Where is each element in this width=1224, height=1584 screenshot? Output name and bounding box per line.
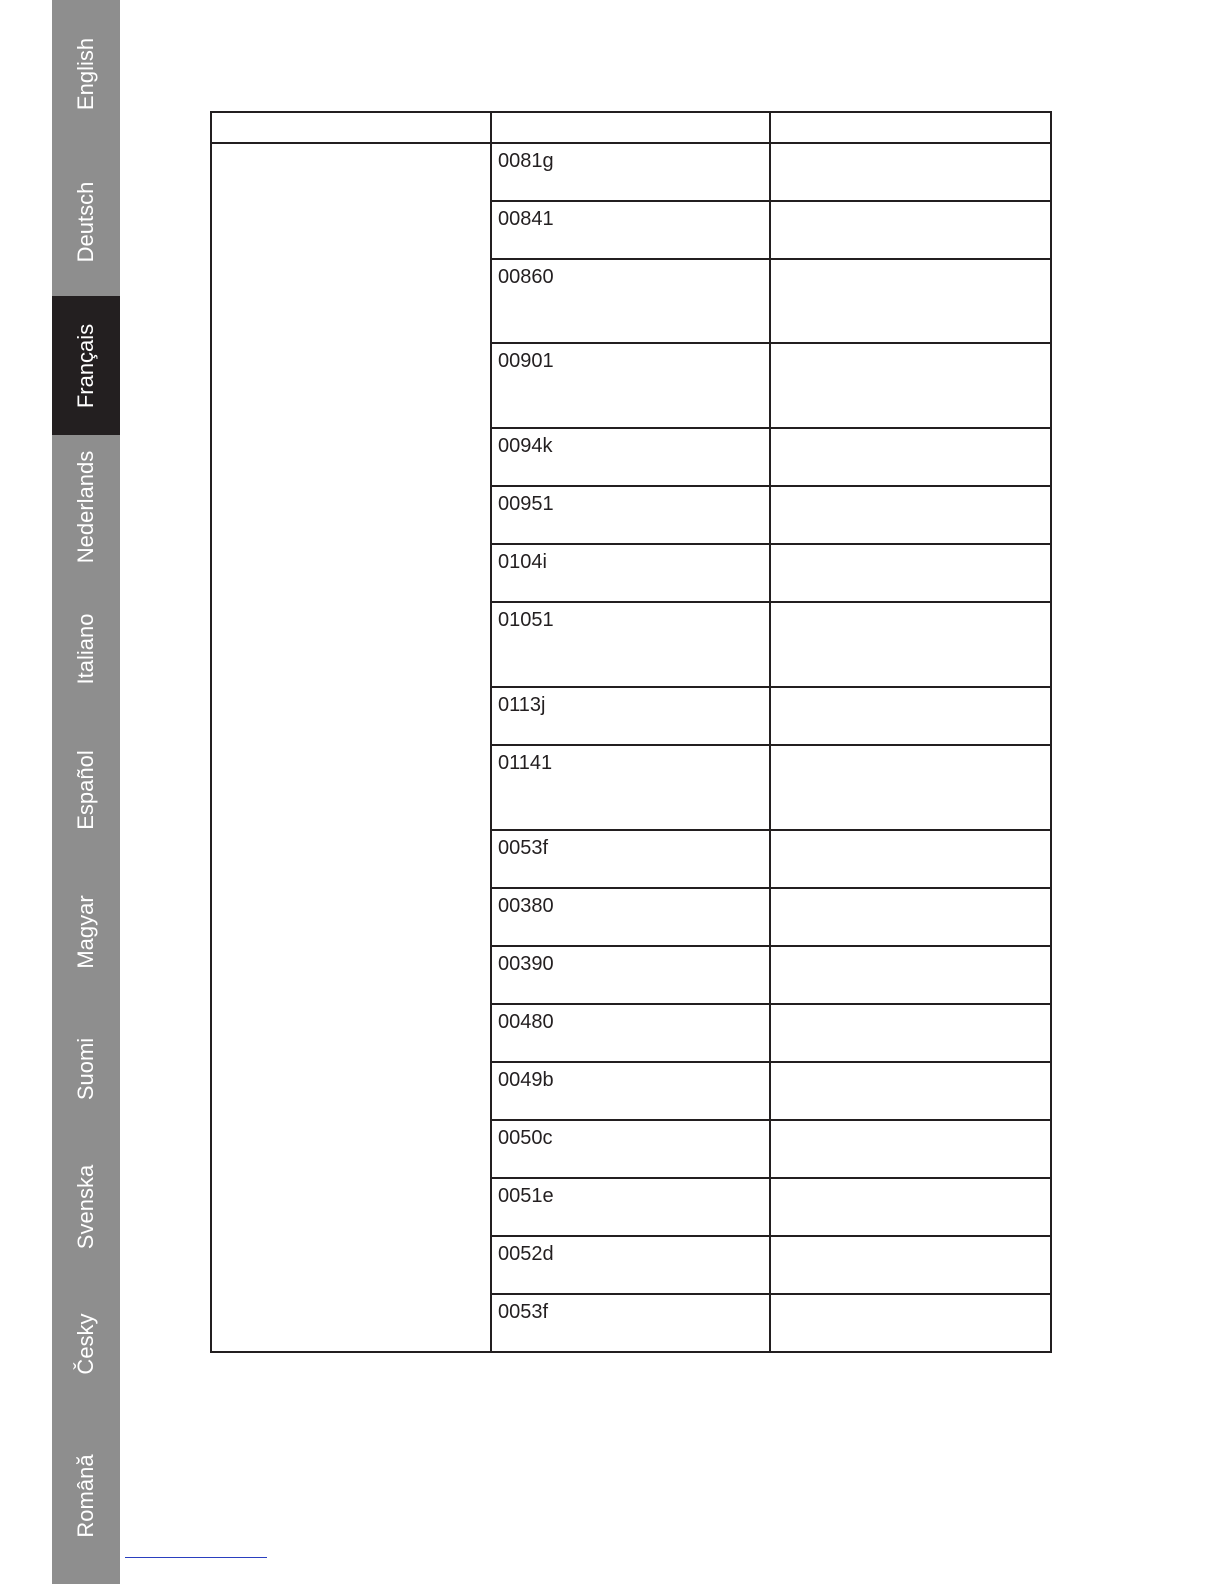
code-cell: 0113j (491, 687, 770, 745)
lang-tab-label: Italiano (73, 613, 98, 684)
note-cell (770, 343, 1051, 428)
note-cell (770, 428, 1051, 486)
note-cell (770, 143, 1051, 201)
note-cell (770, 830, 1051, 888)
code-cell: 0104i (491, 544, 770, 602)
note-cell (770, 1294, 1051, 1352)
code-cell: 00480 (491, 1004, 770, 1062)
code-cell: 00951 (491, 486, 770, 544)
lang-tab-cesky[interactable] (52, 1280, 120, 1408)
code-cell: 01141 (491, 745, 770, 830)
code-cell: 0049b (491, 1062, 770, 1120)
code-cell: 01051 (491, 602, 770, 687)
code-cell: 00841 (491, 201, 770, 259)
note-cell (770, 544, 1051, 602)
language-sidebar (52, 0, 120, 1584)
lang-tab-label: Deutsch (73, 181, 98, 263)
lang-tab-label: Nederlands (73, 450, 98, 563)
remote-code-table (210, 111, 1052, 1353)
lang-tab-nederlands[interactable] (52, 435, 120, 578)
lang-tab-magyar[interactable] (52, 860, 120, 1004)
code-cell: 00901 (491, 343, 770, 428)
note-cell (770, 1062, 1051, 1120)
lang-tab-label: Magyar (73, 895, 98, 969)
note-cell (770, 602, 1051, 687)
lang-tab-label: Română (73, 1454, 98, 1538)
lang-tab-italiano[interactable] (52, 578, 120, 719)
header-cell-brand (211, 112, 491, 143)
lang-tab-english[interactable] (52, 0, 120, 148)
code-cell: 00380 (491, 888, 770, 946)
table-header-row (211, 112, 1051, 143)
note-cell (770, 259, 1051, 343)
header-cell-code (491, 112, 770, 143)
code-cell: 00860 (491, 259, 770, 343)
lang-tab-suomi[interactable] (52, 1004, 120, 1134)
code-cell: 0094k (491, 428, 770, 486)
note-cell (770, 745, 1051, 830)
header-cell-note (770, 112, 1051, 143)
footer-link-underline (125, 1557, 267, 1558)
note-cell (770, 1004, 1051, 1062)
code-cell: 0081g (491, 143, 770, 201)
note-cell (770, 486, 1051, 544)
lang-tab-label: Svenska (73, 1164, 98, 1250)
code-cell: 0050c (491, 1120, 770, 1178)
lang-tab-deutsch[interactable] (52, 148, 120, 296)
code-cell: 0052d (491, 1236, 770, 1294)
lang-tab-label: Suomi (73, 1037, 98, 1101)
code-cell: 0051e (491, 1178, 770, 1236)
note-cell (770, 1178, 1051, 1236)
lang-tab-label: Česky (73, 1313, 98, 1375)
code-cell: 00390 (491, 946, 770, 1004)
lang-tab-espanol[interactable] (52, 719, 120, 860)
lang-tab-label: English (73, 37, 98, 111)
lang-tab-svenska[interactable] (52, 1134, 120, 1280)
lang-tab-francais[interactable] (52, 296, 120, 435)
note-cell (770, 888, 1051, 946)
code-cell: 0053f (491, 830, 770, 888)
table-row (211, 143, 1051, 201)
lang-tab-romana[interactable] (52, 1408, 120, 1584)
note-cell (770, 1236, 1051, 1294)
brand-cell (211, 143, 491, 1352)
note-cell (770, 687, 1051, 745)
note-cell (770, 1120, 1051, 1178)
lang-tab-label: Español (73, 749, 98, 830)
note-cell (770, 201, 1051, 259)
note-cell (770, 946, 1051, 1004)
lang-tab-label: Français (73, 323, 98, 408)
code-cell: 0053f (491, 1294, 770, 1352)
